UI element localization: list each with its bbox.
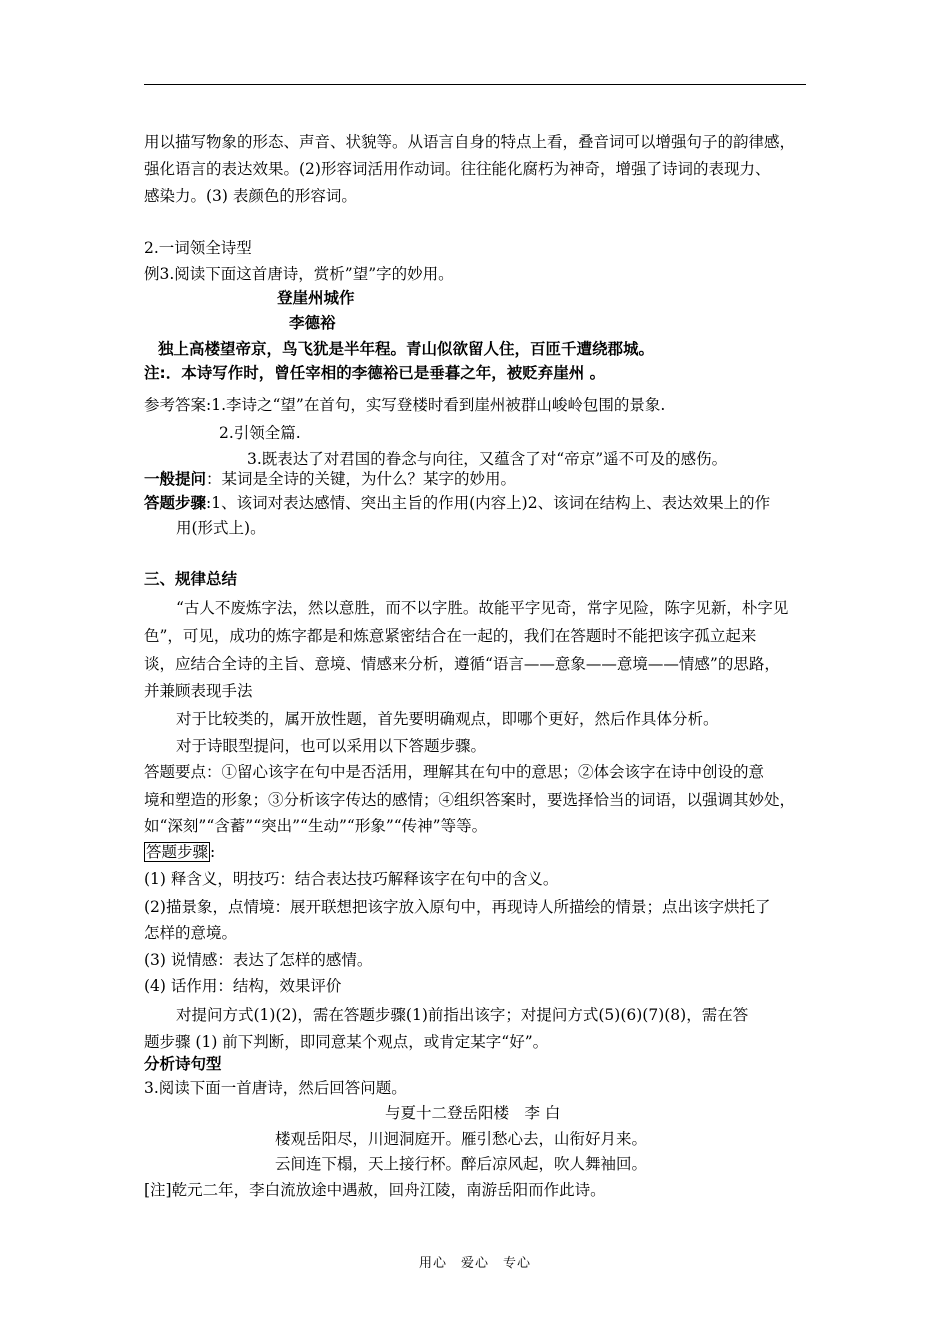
header-rule: [144, 84, 806, 85]
body-line: 色”，可见，成功的炼字都是和炼意紧密结合在一起的，我们在答题时不能把该字孤立起来: [144, 627, 757, 645]
body-line: 感染力。(3) 表颜色的形容词。: [144, 187, 357, 205]
page-footer: 用心 爱心 专心: [418, 1256, 531, 1271]
reference-answer: 3.既表达了对君国的眷念与向往，又蕴含了对“帝京”遥不可及的感伤。: [247, 450, 728, 468]
step-item: (4) 话作用：结构，效果评价: [144, 977, 342, 995]
poem-body: 独上高楼望帝京，鸟飞犹是半年程。青山似欲留人住，百匝千遭绕郡城。: [158, 340, 655, 358]
poem-title: 登崖州城作: [277, 289, 355, 307]
general-question: 一般提问：某词是全诗的关键，为什么？某字的妙用。: [144, 470, 517, 488]
body-line: 强化语言的表达效果。(2)形容词活用作动词。往往能化腐朽为神奇，增强了诗词的表现力、: [144, 160, 771, 178]
poem-body: 云间连下榻，天上接行杯。醉后凉风起，吹人舞袖回。: [275, 1155, 648, 1173]
answer-steps-cont: 用(形式上)。: [176, 519, 266, 537]
poem-note: 注:．本诗写作时，曾任宰相的李德裕已是垂暮之年，被贬弃崖州 。: [144, 364, 606, 382]
step-item: (2)描景象，点情境：展开联想把该字放入原句中，再现诗人所描绘的情景；点出该字烘托了: [144, 898, 771, 916]
answer-steps: 答题步骤:1、该词对表达感情、突出主旨的作用(内容上)2、该词在结构上、表达效果上的作: [144, 494, 771, 512]
answer-steps-label: 答题步骤: [144, 494, 207, 512]
body-line: 如“深刻”“含蓄”“突出”“生动”“形象”“传神”等等。: [144, 817, 488, 835]
reference-answer: 参考答案:1.李诗之“望”在首句，实写登楼时看到崖州被群山峻岭包围的景象.: [144, 396, 666, 414]
step-item: 怎样的意境。: [144, 924, 238, 942]
step-item: (1) 释含义，明技巧：结合表达技巧解释该字在句中的含义。: [144, 870, 559, 888]
poem-author: 李德裕: [289, 314, 336, 332]
section-heading: 分析诗句型: [144, 1055, 222, 1073]
example-prompt: 例3.阅读下面这首唐诗，赏析”望”字的妙用。: [144, 265, 454, 283]
body-line: 对于比较类的，属开放性题，首先要明确观点，即哪个更好，然后作具体分析。: [176, 710, 719, 728]
reference-answer: 2.引领全篇.: [219, 424, 301, 442]
body-line: 对于诗眼型提问，也可以采用以下答题步骤。: [176, 737, 487, 755]
body-line: 题步骤 (1) 前下判断，即同意某个观点，或肯定某字“好”。: [144, 1033, 549, 1051]
body-line: 并兼顾表现手法: [144, 682, 253, 700]
answer-steps-boxed-label: 答题步骤: [146, 843, 209, 861]
poem-title: 与夏十二登岳阳楼 李 白: [385, 1104, 561, 1122]
general-question-label: 一般提问: [144, 470, 207, 488]
body-line: 境和塑造的形象；③分析该字传达的感情；④组织答案时，要选择恰当的词语，以强调其妙处，: [144, 791, 796, 809]
question-prompt: 3.阅读下面一首唐诗，然后回答问题。: [144, 1079, 407, 1097]
body-line: 答题要点：①留心该字在句中是否活用，理解其在句中的意思；②体会该字在诗中创设的意: [144, 763, 765, 781]
section-heading: 2.一词领全诗型: [144, 239, 252, 257]
poem-body: 楼观岳阳尽，川迥洞庭开。雁引愁心去，山衔好月来。: [275, 1130, 648, 1148]
answer-steps-heading: 答题步骤 :: [146, 843, 216, 861]
section-heading: 三、规律总结: [144, 570, 238, 588]
body-line: 用以描写物象的形态、声音、状貌等。从语言自身的特点上看，叠音词可以增强句子的韵律感，: [144, 133, 796, 151]
body-line: 谈，应结合全诗的主旨、意境、情感来分析，遵循“语言——意象——意境——情感”的思路，: [144, 655, 780, 673]
body-line: 对提问方式(1)(2)，需在答题步骤(1)前指出该字；对提问方式(5)(6)(7)(8)，需在答: [176, 1006, 749, 1024]
step-item: (3) 说情感：表达了怎样的感情。: [144, 951, 373, 969]
body-line: “古人不废炼字法，然以意胜，而不以字胜。故能平字见奇，常字见险，陈字见新，朴字见: [176, 599, 789, 617]
poem-note: [注]乾元二年，李白流放途中遇赦，回舟江陵，南游岳阳而作此诗。: [144, 1181, 606, 1199]
